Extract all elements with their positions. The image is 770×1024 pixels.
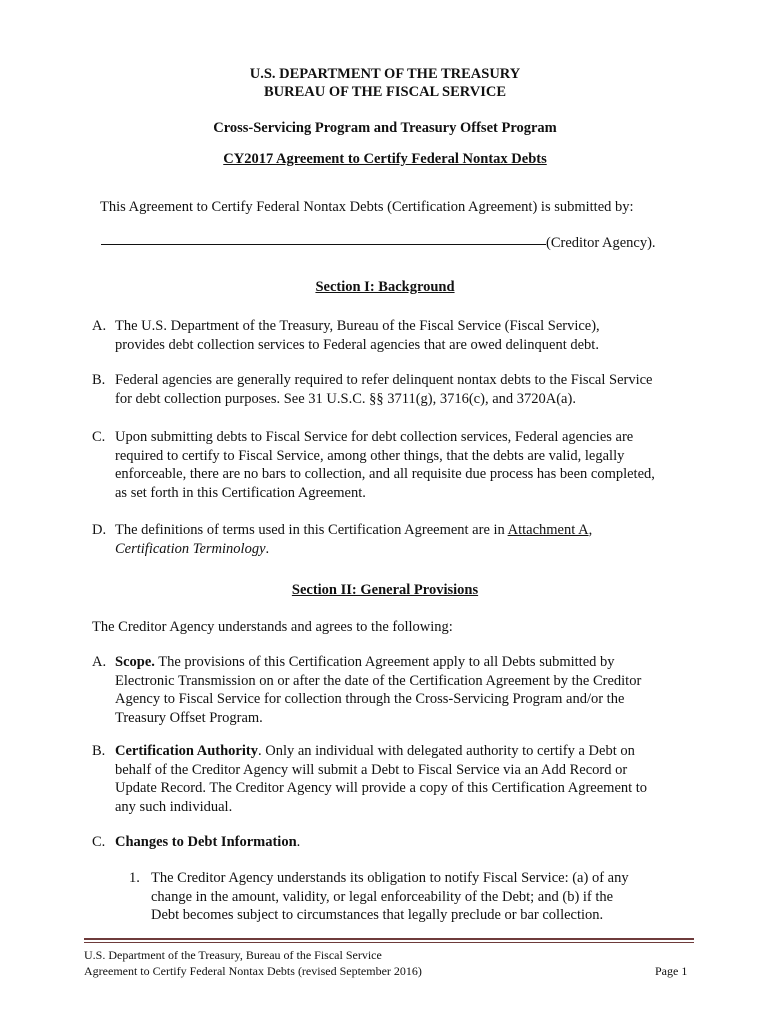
item-line: Debt becomes subject to circumstances that legally preclude or bar collection. <box>151 907 604 924</box>
item-line: Update Record. The Creditor Agency will provide a copy of this Certification Agreement to <box>115 780 648 797</box>
item-line: The Creditor Agency understands its obligation to notify Fiscal Service: (a) of any <box>151 870 629 886</box>
item-line: Federal agencies are generally required to refer delinquent nontax debts to the Fiscal Service <box>115 372 653 388</box>
footer-line-1: U.S. Department of the Treasury, Bureau of the Fiscal Service <box>84 948 382 962</box>
page-number: Page 1 <box>655 964 688 978</box>
footer-line-2: Agreement to Certify Federal Nontax Debts (revised September 2016) <box>84 964 422 978</box>
item-label: B. <box>92 743 106 759</box>
section-1-title: Section I: Background <box>315 279 455 295</box>
certification-authority-heading: Certification Authority <box>115 743 258 759</box>
header-line-2: BUREAU OF THE FISCAL SERVICE <box>263 84 507 100</box>
section-2-item-a <box>92 653 702 727</box>
certification-terminology-title: Certification Terminology <box>115 540 266 557</box>
item-line: Upon submitting debts to Fiscal Service for debt collection services, Federal agencies are <box>115 429 634 445</box>
agreement-title: CY2017 Agreement to Certify Federal Nontax Debts <box>223 151 547 167</box>
item-label: C. <box>92 834 106 850</box>
item-label: D. <box>92 522 107 538</box>
item-text: . Only an individual with delegated authority to certify a Debt on <box>257 743 635 759</box>
item-label: C. <box>92 429 106 445</box>
scope-heading: Scope. <box>115 654 155 670</box>
item-line: The U.S. Department of the Treasury, Bureau of the Fiscal Service (Fiscal Service), <box>115 318 600 334</box>
creditor-agency-blank-line <box>101 244 546 245</box>
section-1-item-c <box>92 428 702 502</box>
item-line: Electronic Transmission on or after the date of the Certification Agreement by the Creditor <box>115 672 642 689</box>
section-2-title: Section II: General Provisions <box>291 582 479 598</box>
item-line: behalf of the Creditor Agency will submit a Debt to Fiscal Service via an Add Record or <box>115 761 628 778</box>
item-text: The definitions of terms used in this Certification Agreement are in <box>115 522 508 538</box>
attachment-a-link[interactable]: Attachment A <box>507 522 589 538</box>
item-text: The provisions of this Certification Agreement apply to all Debts submitted by <box>154 654 615 670</box>
item-line: Treasury Offset Program. <box>115 709 263 726</box>
item-line: provides debt collection services to Federal agencies that are owed delinquent debt. <box>115 336 599 353</box>
submitted-by-text: This Agreement to Certify Federal Nontax Debts (Certification Agreement) is submitted by: <box>100 199 634 215</box>
item-line: change in the amount, validity, or legal enforceability of the Debt; and (b) if the <box>151 888 614 905</box>
footer-divider-thin <box>84 942 694 943</box>
item-label: A. <box>92 654 107 670</box>
item-line: Agency to Fiscal Service for collection through the Cross-Servicing Program and/or the <box>115 691 625 708</box>
item-line: enforceable, there are no bars to collection, and all requisite due process has been completed, <box>115 466 655 483</box>
section-2-intro: The Creditor Agency understands and agrees to the following: <box>92 619 453 635</box>
item-line: required to certify to Fiscal Service, among other things, that the debts are valid, legally <box>115 447 625 464</box>
section-1-item-d <box>92 521 692 558</box>
item-text: . <box>296 834 301 850</box>
item-label: B. <box>92 372 106 388</box>
creditor-agency-suffix: (Creditor Agency). <box>546 235 656 251</box>
footer-divider-thick <box>84 938 694 940</box>
section-2-item-c <box>92 833 692 852</box>
item-line: as set forth in this Certification Agreement. <box>115 484 366 501</box>
item-line: any such individual. <box>115 798 233 815</box>
item-label: 1. <box>129 870 140 886</box>
item-line: for debt collection purposes. See 31 U.S.C. §§ 3711(g), 3716(c), and 3720A(a). <box>115 390 576 407</box>
section-1-item-b <box>92 371 692 408</box>
header-line-1: U.S. DEPARTMENT OF THE TREASURY <box>249 66 521 82</box>
program-title: Cross-Servicing Program and Treasury Offset Program <box>213 120 557 136</box>
changes-heading: Changes to Debt Information <box>115 834 297 850</box>
section-2-item-b <box>92 742 702 816</box>
item-text: , <box>588 522 593 538</box>
item-label: A. <box>92 318 107 334</box>
item-text: . <box>265 540 270 557</box>
section-1-item-a <box>92 317 692 354</box>
section-2-subitem-1 <box>129 869 689 925</box>
